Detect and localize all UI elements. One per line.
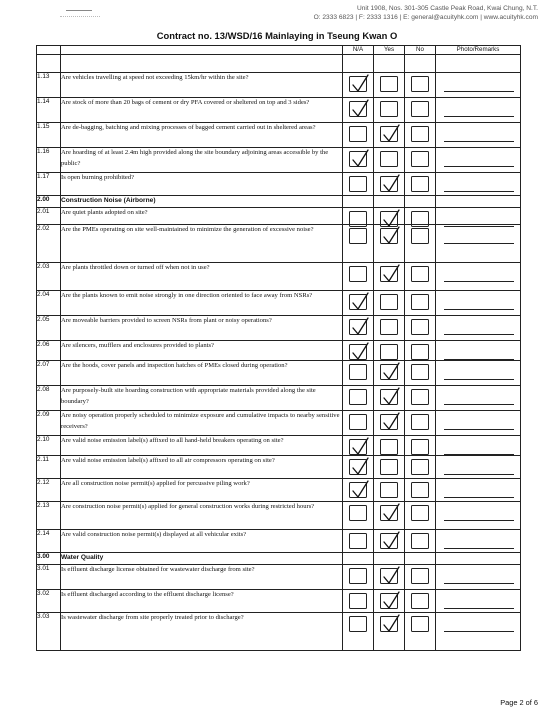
yes-checkbox[interactable]	[380, 533, 398, 549]
item-question: Are the PMEs operating on site well-maintained to minimize the generation of excessive noise?	[61, 225, 343, 263]
no-checkbox[interactable]	[411, 294, 429, 310]
checklist-row	[37, 502, 521, 530]
page-number: Page 2 of 6	[500, 698, 538, 707]
na-checkbox[interactable]	[349, 414, 367, 430]
item-question: Are the hoods, cover panels and inspection hatches of PMEs closed during operation?	[61, 361, 343, 386]
no-checkbox[interactable]	[411, 505, 429, 521]
checklist-row	[37, 479, 521, 502]
check-mark-icon	[381, 566, 401, 586]
checklist-row	[37, 225, 521, 263]
item-number: 2.05	[37, 316, 61, 341]
check-mark-icon	[381, 591, 401, 611]
remarks-line[interactable]	[444, 191, 514, 192]
na-checkbox[interactable]	[349, 126, 367, 142]
item-number: 2.03	[37, 263, 61, 291]
checklist-row	[37, 361, 521, 386]
remarks-line[interactable]	[444, 520, 514, 521]
yes-checkbox[interactable]	[380, 364, 398, 380]
address-line-2: O: 2333 6823 | F: 2333 1316 | E: general@acuityhk.com | www.acuityhk.com	[313, 14, 538, 21]
na-checkbox[interactable]	[349, 344, 367, 360]
item-question: Are quiet plants adopted on site?	[61, 208, 343, 225]
remarks-line[interactable]	[444, 91, 514, 92]
check-mark-icon	[350, 292, 370, 312]
item-question: Are de-bagging, batching and mixing processes of bagged cement carried out in sheltered areas?	[61, 123, 343, 148]
no-checkbox[interactable]	[411, 228, 429, 244]
address-line-1: Unit 1908, Nos. 301-305 Castle Peak Road, Kwai Chung, N.T.	[356, 5, 538, 12]
na-checkbox[interactable]	[349, 101, 367, 117]
remarks-line[interactable]	[444, 608, 514, 609]
checklist-row	[37, 123, 521, 148]
no-checkbox[interactable]	[411, 344, 429, 360]
yes-checkbox[interactable]	[380, 76, 398, 92]
item-number: 3.01	[37, 565, 61, 590]
header-remarks: Photo/Remarks	[436, 46, 521, 55]
remarks-line[interactable]	[444, 631, 514, 632]
na-checkbox[interactable]	[349, 616, 367, 632]
item-question: Is effluent discharged according to the effluent discharge license?	[61, 590, 343, 613]
na-checkbox[interactable]	[349, 389, 367, 405]
item-question: Are construction noise permit(s) applied for general construction works during restricted hours?	[61, 502, 343, 530]
section-row	[37, 196, 521, 208]
remarks-line[interactable]	[444, 243, 514, 244]
na-checkbox[interactable]	[349, 568, 367, 584]
item-number: 1.13	[37, 73, 61, 98]
na-checkbox[interactable]	[349, 364, 367, 380]
check-mark-icon	[381, 412, 401, 432]
no-checkbox[interactable]	[411, 266, 429, 282]
no-checkbox[interactable]	[411, 533, 429, 549]
section-title: Water Quality	[61, 553, 343, 565]
item-number: 2.01	[37, 208, 61, 225]
yes-checkbox[interactable]	[380, 389, 398, 405]
yes-checkbox[interactable]	[380, 593, 398, 609]
check-mark-icon	[381, 124, 401, 144]
na-checkbox[interactable]	[349, 459, 367, 475]
item-number: 2.07	[37, 361, 61, 386]
na-checkbox[interactable]	[349, 151, 367, 167]
remarks-line[interactable]	[444, 404, 514, 405]
check-mark-icon	[381, 362, 401, 382]
remarks-line[interactable]	[444, 474, 514, 475]
check-mark-icon	[350, 149, 370, 169]
company-address	[208, 4, 538, 22]
header-num	[37, 46, 61, 55]
item-number: 1.17	[37, 173, 61, 196]
header-row	[37, 46, 521, 55]
item-question: Is effluent discharge license obtained for wastewater discharge from site?	[61, 565, 343, 590]
checklist-row	[37, 590, 521, 613]
no-checkbox[interactable]	[411, 414, 429, 430]
no-checkbox[interactable]	[411, 459, 429, 475]
checklist-row	[37, 565, 521, 590]
no-checkbox[interactable]	[411, 568, 429, 584]
header-no: No	[405, 46, 436, 55]
yes-checkbox[interactable]	[380, 568, 398, 584]
item-number: 2.06	[37, 341, 61, 361]
checklist-row	[37, 291, 521, 316]
na-checkbox[interactable]	[349, 228, 367, 244]
yes-checkbox[interactable]	[380, 439, 398, 455]
company-logo	[58, 4, 104, 24]
item-question: Is open burning prohibited?	[61, 173, 343, 196]
checklist-row	[37, 148, 521, 173]
check-mark-icon	[381, 387, 401, 407]
checklist-row	[37, 316, 521, 341]
yes-checkbox[interactable]	[380, 294, 398, 310]
na-checkbox[interactable]	[349, 482, 367, 498]
remarks-line[interactable]	[444, 309, 514, 310]
no-checkbox[interactable]	[411, 319, 429, 335]
section-title: Construction Noise (Airborne)	[61, 196, 343, 208]
checklist-row	[37, 411, 521, 436]
check-mark-icon	[350, 317, 370, 337]
page-title: Contract no. 13/WSD/16 Mainlaying in Tseung Kwan O	[156, 30, 398, 41]
checklist-row	[37, 456, 521, 479]
check-mark-icon	[381, 226, 401, 246]
no-checkbox[interactable]	[411, 76, 429, 92]
na-checkbox[interactable]	[349, 533, 367, 549]
yes-checkbox[interactable]	[380, 505, 398, 521]
na-checkbox[interactable]	[349, 505, 367, 521]
checklist-row	[37, 98, 521, 123]
na-checkbox[interactable]	[349, 176, 367, 192]
check-mark-icon	[381, 531, 401, 551]
na-checkbox[interactable]	[349, 319, 367, 335]
remarks-line[interactable]	[444, 429, 514, 430]
check-mark-icon	[350, 457, 370, 477]
item-question: Are vehicles travelling at speed not exceeding 15km/hr within the site?	[61, 73, 343, 98]
na-checkbox[interactable]	[349, 593, 367, 609]
item-question: Are all construction noise permit(s) applied for percussive piling work?	[61, 479, 343, 502]
remarks-line[interactable]	[444, 548, 514, 549]
no-checkbox[interactable]	[411, 482, 429, 498]
item-number: 3.02	[37, 590, 61, 613]
item-number: 2.02	[37, 225, 61, 263]
yes-checkbox[interactable]	[380, 344, 398, 360]
item-question: Are plants throttled down or turned off when not in use?	[61, 263, 343, 291]
remarks-line[interactable]	[444, 379, 514, 380]
yes-checkbox[interactable]	[380, 126, 398, 142]
item-question: Are moveable barriers provided to screen NSRs from plant or noisy operations?	[61, 316, 343, 341]
item-number: 3.03	[37, 613, 61, 651]
check-mark-icon	[381, 174, 401, 194]
item-question: Are valid noise emission label(s) affixed to all air compressors operating on site?	[61, 456, 343, 479]
check-mark-icon	[381, 264, 401, 284]
header-na: N/A	[343, 46, 374, 55]
header-question	[61, 46, 343, 55]
check-mark-icon	[381, 614, 401, 634]
check-mark-icon	[350, 437, 370, 457]
yes-checkbox[interactable]	[380, 151, 398, 167]
remarks-line[interactable]	[444, 116, 514, 117]
yes-checkbox[interactable]	[380, 176, 398, 192]
no-checkbox[interactable]	[411, 176, 429, 192]
item-number: 2.09	[37, 411, 61, 436]
item-question: Are silencers, mufflers and enclosures provided to plants?	[61, 341, 343, 361]
remarks-line[interactable]	[444, 334, 514, 335]
na-checkbox[interactable]	[349, 76, 367, 92]
item-number: 1.14	[37, 98, 61, 123]
item-number: 2.12	[37, 479, 61, 502]
yes-checkbox[interactable]	[380, 101, 398, 117]
yes-checkbox[interactable]	[380, 319, 398, 335]
checklist-table	[36, 45, 521, 651]
item-number: 2.13	[37, 502, 61, 530]
na-checkbox[interactable]	[349, 294, 367, 310]
check-mark-icon	[350, 99, 370, 119]
yes-checkbox[interactable]	[380, 459, 398, 475]
no-checkbox[interactable]	[411, 364, 429, 380]
item-number: 2.10	[37, 436, 61, 456]
item-number: 2.11	[37, 456, 61, 479]
no-checkbox[interactable]	[411, 593, 429, 609]
section-number: 2.00	[37, 196, 61, 208]
checklist-row	[37, 263, 521, 291]
yes-checkbox[interactable]	[380, 482, 398, 498]
blank-row	[37, 55, 521, 73]
item-number: 1.16	[37, 148, 61, 173]
checklist-row	[37, 386, 521, 411]
yes-checkbox[interactable]	[380, 414, 398, 430]
remarks-line[interactable]	[444, 166, 514, 167]
item-question: Are purposely-built site hoarding construction with appropriate materials provided along the site boundary?	[61, 386, 343, 411]
remarks-line[interactable]	[444, 497, 514, 498]
item-number: 2.04	[37, 291, 61, 316]
check-mark-icon	[350, 480, 370, 500]
na-checkbox[interactable]	[349, 266, 367, 282]
item-question: Are valid construction noise permit(s) displayed at all vehicular exits?	[61, 530, 343, 553]
item-question: Are valid noise emission label(s) affixed to all hand-held breakers operating on site?	[61, 436, 343, 456]
no-checkbox[interactable]	[411, 151, 429, 167]
checklist-row	[37, 208, 521, 225]
no-checkbox[interactable]	[411, 389, 429, 405]
check-mark-icon	[350, 342, 370, 362]
yes-checkbox[interactable]	[380, 616, 398, 632]
item-number: 2.08	[37, 386, 61, 411]
checklist-row	[37, 530, 521, 553]
checklist-row	[37, 173, 521, 196]
checklist-row	[37, 73, 521, 98]
header-yes: Yes	[374, 46, 405, 55]
remarks-line[interactable]	[444, 141, 514, 142]
item-question: Is wastewater discharge from site properly treated prior to discharge?	[61, 613, 343, 651]
no-checkbox[interactable]	[411, 439, 429, 455]
checklist-row	[37, 341, 521, 361]
section-number: 3.00	[37, 553, 61, 565]
item-question: Are hoarding of at least 2.4m high provided along the site boundary adjoining areas accessible by the public?	[61, 148, 343, 173]
checklist-row	[37, 613, 521, 651]
remarks-line[interactable]	[444, 583, 514, 584]
item-question: Are noisy operation properly scheduled to minimize exposure and cumulative impacts to nearby sensitive receivers?	[61, 411, 343, 436]
item-question: Are stock of more than 20 bags of cement or dry PFA covered or sheltered on top and 3 sides?	[61, 98, 343, 123]
no-checkbox[interactable]	[411, 101, 429, 117]
check-mark-icon	[350, 74, 370, 94]
na-checkbox[interactable]	[349, 439, 367, 455]
no-checkbox[interactable]	[411, 126, 429, 142]
item-number: 1.15	[37, 123, 61, 148]
no-checkbox[interactable]	[411, 616, 429, 632]
yes-checkbox[interactable]	[380, 228, 398, 244]
section-row	[37, 553, 521, 565]
remarks-line[interactable]	[444, 281, 514, 282]
check-mark-icon	[381, 503, 401, 523]
yes-checkbox[interactable]	[380, 266, 398, 282]
checklist-row	[37, 436, 521, 456]
item-question: Are the plants known to emit noise strongly in one direction oriented to face away from NSRs?	[61, 291, 343, 316]
item-number: 2.14	[37, 530, 61, 553]
